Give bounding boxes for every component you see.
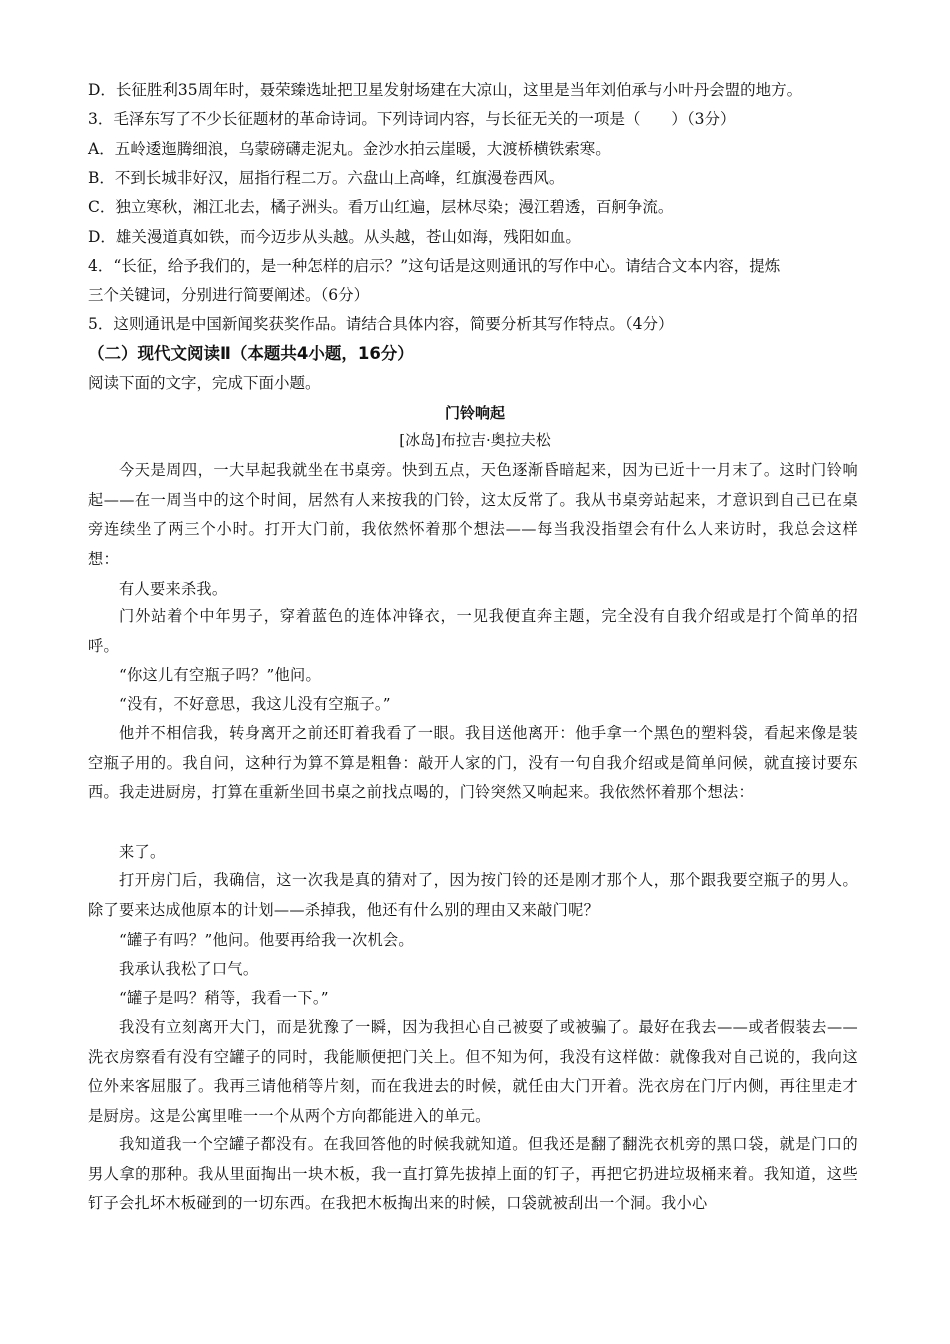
story-paragraph-11: “罐子是吗？稍等，我看一下。” (119, 989, 329, 1007)
story-author: [冰岛]布拉吉·奥拉夫松 (399, 431, 551, 449)
story-paragraph-4: “你这儿有空瓶子吗？”他问。 (119, 666, 321, 684)
question-3-option-c: C．独立寒秋，湘江北去，橘子洲头。看万山红遍，层林尽染；漫江碧透，百舸争流。 (88, 198, 674, 216)
story-paragraph-5: “没有，不好意思，我这儿没有空瓶子。” (119, 695, 391, 713)
section-heading: （二）现代文阅读Ⅱ（本题共4小题，16分） (88, 344, 414, 363)
question-4-line-2: 三个关键词，分别进行简要阐述。（6分） (88, 286, 370, 304)
question-5: 5．这则通讯是中国新闻奖获奖作品。请结合具体内容，简要分析其写作特点。（4分） (88, 315, 674, 333)
question-4-line-1: 4．“长征，给予我们的，是一种怎样的启示？”这句话是这则通讯的写作中心。请结合文本内容，提炼 (88, 257, 781, 275)
story-paragraph-6: 他并不相信我，转身离开之前还盯着我看了一眼。我目送他离开：他手拿一个黑色的塑料袋，看起来像是装空瓶子用的。我自问，这种行为算不算是粗鲁：敲开人家的门，没有一句自我介绍或是简单问候，就直接讨要东西。我走进厨房，打算在重新坐回书桌之前找点喝的，门铃突然又响起来。我依然怀着那个想法： (88, 724, 858, 802)
story-title: 门铃响起 (444, 404, 505, 422)
question-3-option-a: A．五岭逶迤腾细浪，乌蒙磅礴走泥丸。金沙水拍云崖暖，大渡桥横铁索寒。 (88, 140, 611, 158)
question-3-option-b: B．不到长城非好汉，屈指行程二万。六盘山上高峰，红旗漫卷西风。 (88, 169, 565, 187)
story-paragraph-10: 我承认我松了口气。 (119, 960, 259, 978)
story-paragraph-13: 我知道我一个空罐子都没有。在我回答他的时候我就知道。但我还是翻了翻洗衣机旁的黑口袋，就是门口的男人拿的那种。我从里面掏出一块木板，我一直打算先拔掉上面的钉子，再把它扔进垃圾桶来着。我知道，这些钉子会扎坏木板碰到的一切东西。在我把木板掏出来的时候，口袋就被刮出一个洞。我小心 (88, 1135, 858, 1213)
story-paragraph-9: “罐子有吗？”他问。他要再给我一次机会。 (119, 931, 414, 949)
question-2-option-d: D．长征胜利35周年时，聂荣臻选址把卫星发射场建在大凉山，这里是当年刘伯承与小叶丹会盟的地方。 (88, 81, 803, 99)
story-paragraph-8: 打开房门后，我确信，这一次我是真的猜对了，因为按门铃的还是刚才那个人，那个跟我要空瓶子的男人。除了要来达成他原本的计划——杀掉我，他还有什么别的理由又来敲门呢？ (88, 871, 858, 919)
story-paragraph-12: 我没有立刻离开大门，而是犹豫了一瞬，因为我担心自己被耍了或被骗了。最好在我去——或者假装去——洗衣房察看有没有空罐子的同时，我能顺便把门关上。但不知为何，我没有这样做：就像我对自己说的，我向这位外来客屈服了。我再三请他稍等片刻，而在我进去的时候，就任由大门开着。洗衣房在门厅内侧，再往里走才是厨房。这是公寓里唯一一个从两个方向都能进入的单元。 (88, 1018, 858, 1126)
question-3-stem: 3．毛泽东写了不少长征题材的革命诗词。下列诗词内容，与长征无关的一项是（ ）（3分） (88, 110, 736, 128)
question-3-option-d: D．雄关漫道真如铁，而今迈步从头越。从头越，苍山如海，残阳如血。 (88, 228, 581, 246)
story-paragraph-3: 门外站着个中年男子，穿着蓝色的连体冲锋衣，一见我便直奔主题，完全没有自我介绍或是打个简单的招呼。 (88, 607, 858, 655)
story-paragraph-1: 今天是周四，一大早起我就坐在书桌旁。快到五点，天色逐渐昏暗起来，因为已近十一月末了。这时门铃响起——在一周当中的这个时间，居然有人来按我的门铃，这太反常了。我从书桌旁站起来，才意识到自己已在桌旁连续坐了两三个小时。打开大门前，我依然怀着那个想法——每当我没指望会有什么人来访时，我总会这样想： (88, 461, 858, 569)
story-paragraph-2: 有人要来杀我。 (119, 580, 228, 598)
section-instruction: 阅读下面的文字，完成下面小题。 (88, 374, 321, 392)
story-paragraph-7: 来了。 (119, 843, 166, 861)
